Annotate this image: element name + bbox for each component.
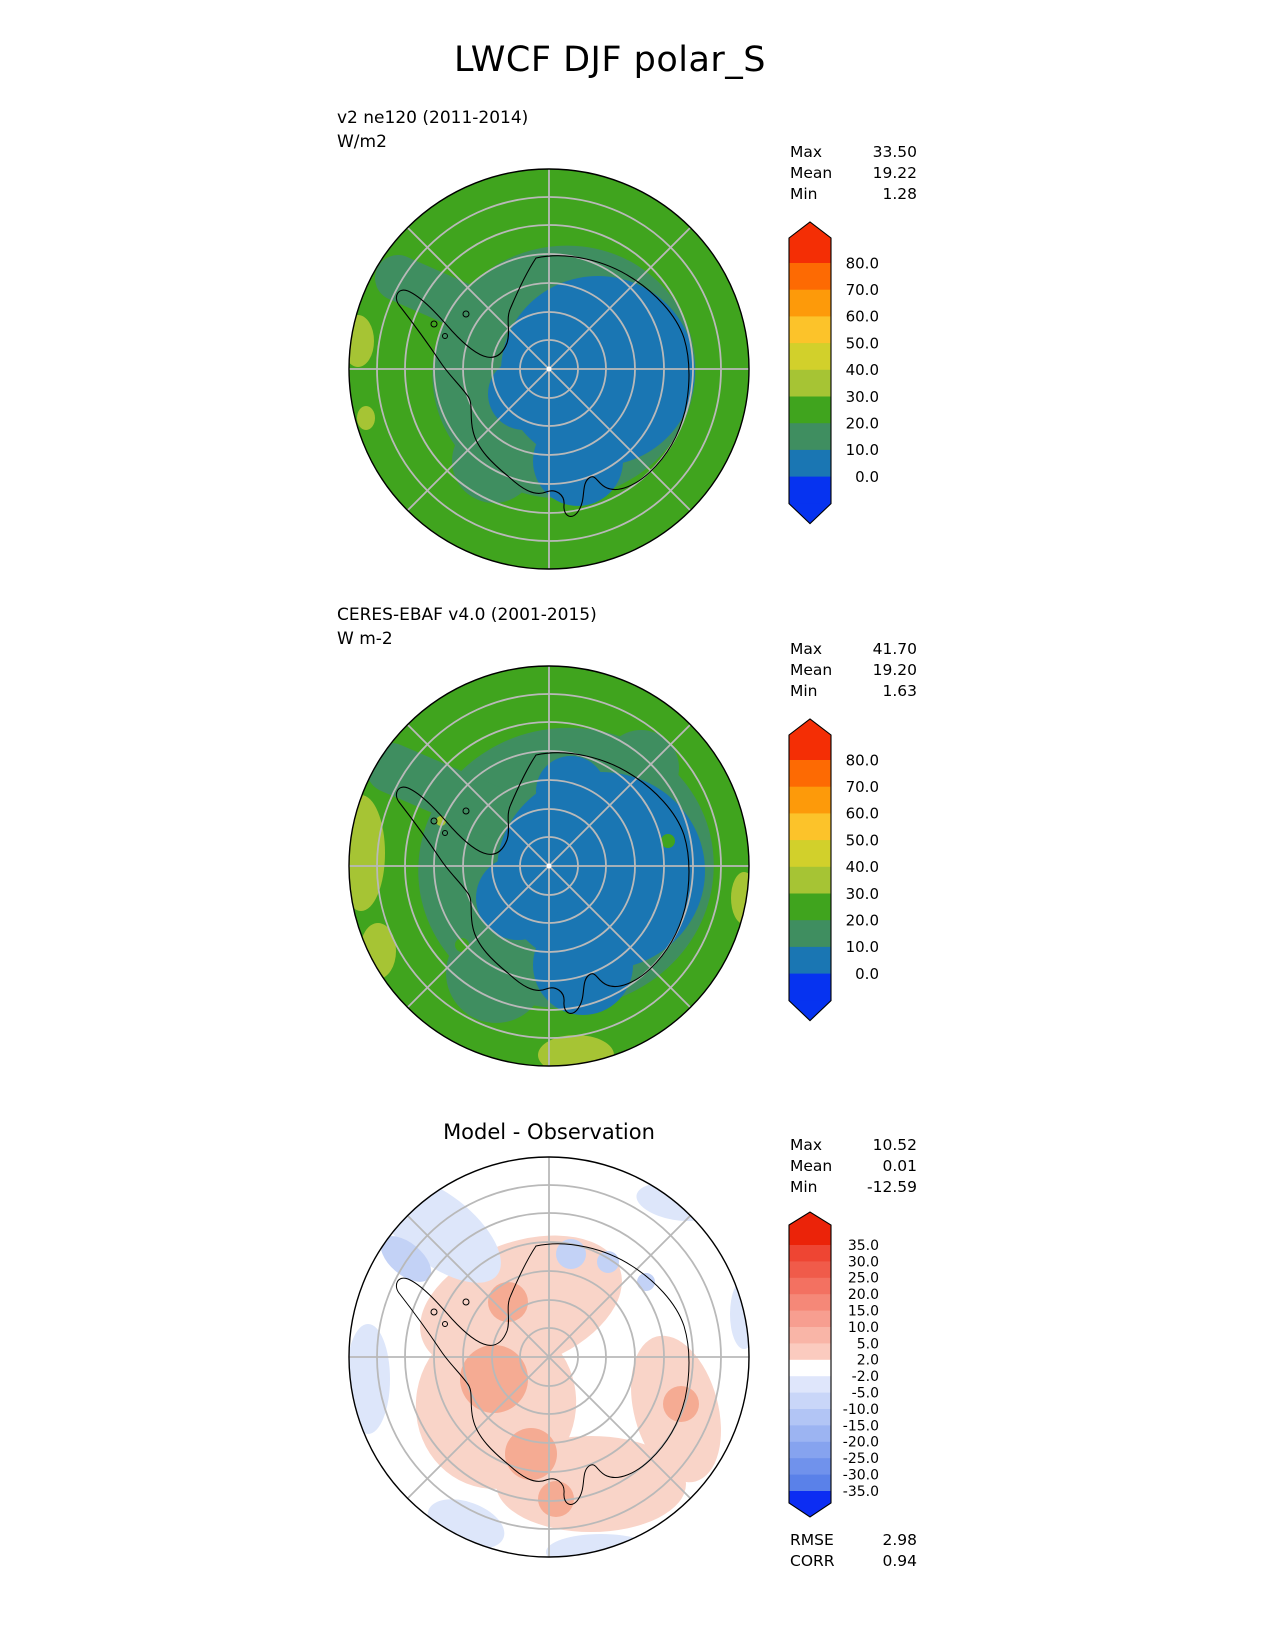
pole-marker (547, 367, 552, 372)
map-model (346, 166, 752, 572)
colorbar-segment (789, 1311, 831, 1328)
colorbar-segment (789, 1245, 831, 1262)
colorbar-difference (780, 1205, 910, 1535)
colorbar-segment (789, 1294, 831, 1311)
stat-label: Max (790, 143, 823, 161)
panel2-dataset-label: CERES-EBAF v4.0 (2001-2015) (337, 605, 597, 625)
colorbar-tick-label: 60.0 (845, 804, 879, 823)
colorbar-tick-label: 50.0 (845, 831, 879, 850)
stat-value: 0.01 (882, 1157, 917, 1175)
metric-label: RMSE (790, 1531, 834, 1549)
colorbar-segment (789, 1475, 831, 1492)
colorbar-segment (789, 1376, 831, 1393)
stat-value: 1.28 (882, 185, 917, 203)
colorbar-tick-label: 10.0 (847, 1319, 879, 1336)
stat-label: Max (790, 640, 823, 658)
stat-row-mean (790, 660, 917, 681)
colorbar-tick-label: 30.0 (845, 387, 879, 406)
colorbar-tick-label: 50.0 (845, 334, 879, 353)
colorbar-segment (789, 1425, 831, 1442)
colorbar-tick-label: -10.0 (842, 1401, 879, 1418)
colorbar-segment (789, 1261, 831, 1278)
stat-label: Mean (790, 661, 833, 679)
colorbar-segment (789, 867, 831, 894)
colorbar-tick-label: -25.0 (842, 1451, 879, 1468)
pole-marker (547, 864, 552, 869)
colorbar-segment (789, 290, 831, 317)
colorbar-segment (789, 760, 831, 787)
panel3-stats (790, 1135, 917, 1198)
stat-value: 1.63 (882, 682, 917, 700)
map-observation (346, 663, 752, 1069)
colorbar-tick-label: -30.0 (842, 1467, 879, 1484)
colorbar-segment (789, 947, 831, 974)
stat-value: 19.20 (872, 661, 917, 679)
colorbar-segment (789, 397, 831, 424)
colorbar-segment (789, 343, 831, 370)
panel1-units-label: W/m2 (337, 132, 387, 152)
colorbar-tick-label: 0.0 (855, 964, 879, 983)
colorbar-segment (789, 450, 831, 477)
colorbar-cap-bottom (789, 1503, 831, 1517)
metric-value: 2.98 (882, 1531, 917, 1549)
colorbar-segment (789, 1409, 831, 1426)
colorbar-segment (789, 974, 831, 1002)
stat-row-min (790, 681, 917, 702)
colorbar-tick-label: 20.0 (847, 1287, 879, 1304)
colorbar-tick-label: 20.0 (845, 414, 879, 433)
colorbar-tick-label: 5.0 (856, 1336, 879, 1353)
colorbar-tick-label: 60.0 (845, 307, 879, 326)
stat-row-min (790, 184, 917, 205)
colorbar-segment (789, 1491, 831, 1504)
stat-row-mean (790, 163, 917, 184)
map-difference (346, 1154, 752, 1560)
panel3-metrics (790, 1530, 917, 1572)
panel1-label (337, 106, 528, 154)
colorbar-tick-label: 15.0 (847, 1303, 879, 1320)
colorbar-cap-bottom (789, 504, 831, 524)
colorbar-segment (789, 1393, 831, 1410)
stat-value: 19.22 (872, 164, 917, 182)
colorbar-tick-label: 20.0 (845, 911, 879, 930)
colorbar-model (780, 215, 910, 545)
metric-row-rmse (790, 1530, 917, 1551)
colorbar-segment (789, 813, 831, 840)
stat-row-mean (790, 1156, 917, 1177)
metric-label: CORR (790, 1552, 835, 1570)
colorbar-tick-label: 10.0 (845, 441, 879, 460)
panel3-title: Model - Observation (443, 1120, 655, 1144)
colorbar-segment (789, 1327, 831, 1344)
colorbar-segment (789, 477, 831, 505)
colorbar-segment (789, 735, 831, 761)
stat-row-min (790, 1177, 917, 1198)
colorbar-tick-label: 30.0 (845, 884, 879, 903)
panel1-dataset-label: v2 ne120 (2011-2014) (337, 108, 529, 128)
panel2-units-label: W m-2 (337, 629, 393, 649)
colorbar-segment (789, 920, 831, 947)
stat-value: 10.52 (872, 1136, 917, 1154)
colorbar-segment (789, 263, 831, 290)
colorbar-tick-label: -5.0 (851, 1385, 879, 1402)
colorbar-tick-label: 10.0 (845, 938, 879, 957)
colorbar-tick-label: 25.0 (847, 1270, 879, 1287)
colorbar-tick-label: -2.0 (851, 1369, 879, 1386)
colorbar-segment (789, 894, 831, 921)
stat-label: Mean (790, 164, 833, 182)
stat-label: Mean (790, 1157, 833, 1175)
stat-row-max (790, 1135, 917, 1156)
colorbar-tick-label: 2.0 (856, 1352, 879, 1369)
stat-value: -12.59 (867, 1178, 917, 1196)
panel2-label (337, 603, 597, 651)
colorbar-tick-label: 70.0 (845, 280, 879, 299)
stat-row-max (790, 639, 917, 660)
colorbar-tick-label: 40.0 (845, 361, 879, 380)
metric-value: 0.94 (882, 1552, 917, 1570)
colorbar-cap-top (789, 222, 831, 238)
colorbar-segment (789, 1458, 831, 1475)
colorbar-segment (789, 316, 831, 343)
colorbar-segment (789, 787, 831, 814)
colorbar-tick-label: 0.0 (855, 467, 879, 486)
colorbar-segment (789, 1442, 831, 1459)
colorbar-segment (789, 423, 831, 450)
stat-value: 33.50 (872, 143, 917, 161)
colorbar-tick-label: 30.0 (847, 1254, 879, 1271)
colorbar-tick-label: 80.0 (845, 751, 879, 770)
panel1-stats (790, 142, 917, 205)
stat-row-max (790, 142, 917, 163)
colorbar-observation (780, 712, 910, 1042)
metric-row-corr (790, 1551, 917, 1572)
colorbar-cap-bottom (789, 1001, 831, 1021)
colorbar-tick-label: -15.0 (842, 1418, 879, 1435)
colorbar-tick-label: 40.0 (845, 858, 879, 877)
colorbar-segment (789, 1278, 831, 1295)
colorbar-segment (789, 1225, 831, 1246)
colorbar-tick-label: 80.0 (845, 254, 879, 273)
colorbar-tick-label: -35.0 (842, 1483, 879, 1500)
colorbar-cap-top (789, 719, 831, 735)
colorbar-segment (789, 370, 831, 397)
colorbar-tick-label: 35.0 (847, 1237, 879, 1254)
figure-title: LWCF DJF polar_S (453, 40, 767, 80)
colorbar-tick-label: -20.0 (842, 1434, 879, 1451)
colorbar-segment (789, 1360, 831, 1377)
colorbar-segment (789, 1343, 831, 1360)
stat-label: Min (790, 185, 818, 203)
stat-label: Min (790, 682, 818, 700)
colorbar-tick-label: 70.0 (845, 777, 879, 796)
panel2-stats (790, 639, 917, 702)
colorbar-segment (789, 840, 831, 867)
stat-label: Max (790, 1136, 823, 1154)
stat-label: Min (790, 1178, 818, 1196)
colorbar-segment (789, 238, 831, 264)
colorbar-cap-top (789, 1212, 831, 1225)
stat-value: 41.70 (872, 640, 917, 658)
